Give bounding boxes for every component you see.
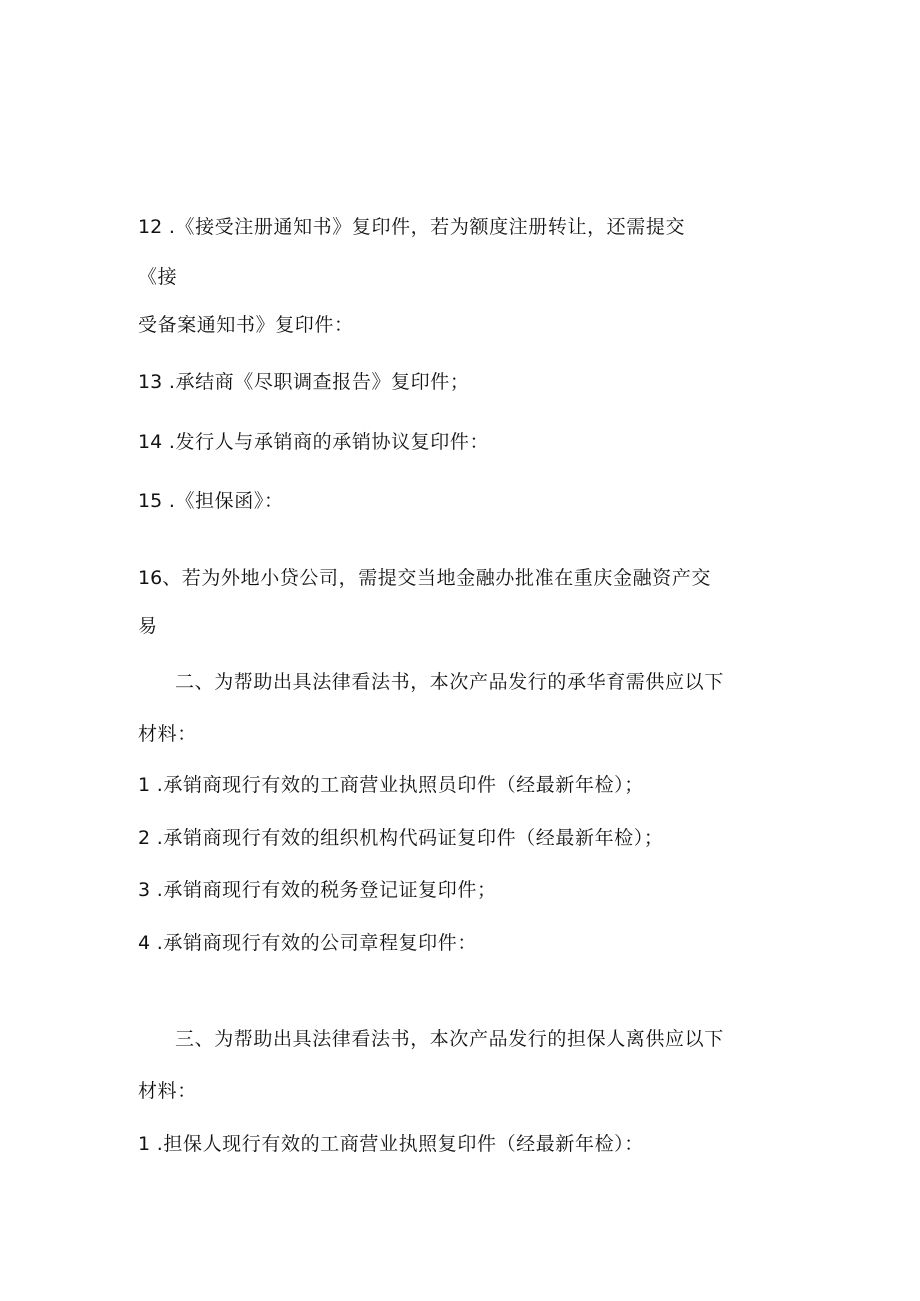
- item-16-line: [138, 566, 711, 590]
- section-2-item-2: [138, 826, 663, 850]
- item-12-line: [138, 215, 685, 239]
- item-number: 2: [138, 827, 151, 849]
- item-text: 、若为外地小贷公司，需提交当地金融办批准在重庆金融资产交: [162, 567, 711, 589]
- section-text: 三、为帮助出具法律看法书，本次产品发行的担保人离供应以下: [175, 1028, 724, 1050]
- item-text: 受备案通知书》复印件：: [138, 314, 354, 336]
- item-number: 4: [138, 932, 151, 954]
- item-15-line: [138, 489, 284, 513]
- item-number: 13: [138, 371, 163, 393]
- item-text: .《担保函》：: [162, 490, 284, 512]
- item-number: 14: [138, 431, 163, 453]
- item-text: .承销商现行有效的组织机构代码证复印件（经最新年检）；: [150, 827, 664, 849]
- section-text: 材料：: [138, 723, 197, 745]
- item-number: 1: [138, 1133, 151, 1155]
- section-2-item-1: [138, 773, 644, 797]
- section-3-item-1: [138, 1132, 644, 1156]
- item-number: 12: [138, 216, 163, 238]
- item-number: 15: [138, 490, 163, 512]
- section-3-continuation: [138, 1079, 197, 1103]
- item-text: 易: [138, 615, 158, 637]
- item-text: .《接受注册通知书》复印件，若为额度注册转让，还需提交: [162, 216, 686, 238]
- item-number: 16: [138, 567, 163, 589]
- item-text: .发行人与承销商的承销协议复印件：: [162, 431, 490, 453]
- item-text: 《接: [138, 266, 178, 288]
- item-12-continuation-2: [138, 313, 354, 337]
- item-text: .承销商现行有效的工商营业执照员印件（经最新年检）；: [150, 774, 644, 796]
- item-16-continuation: [138, 614, 158, 638]
- section-text: 二、为帮助出具法律看法书，本次产品发行的承华育需供应以下: [175, 671, 724, 693]
- item-number: 1: [138, 774, 151, 796]
- section-2-continuation: [138, 722, 197, 746]
- item-text: .承销商现行有效的公司章程复印件：: [150, 932, 477, 954]
- section-2-item-4: [138, 931, 477, 955]
- section-2-item-3: [138, 878, 497, 902]
- item-number: 3: [138, 879, 151, 901]
- item-text: .担保人现行有效的工商营业执照复印件（经最新年检）：: [150, 1133, 644, 1155]
- item-14-line: [138, 430, 489, 454]
- section-3-heading: [175, 1027, 724, 1051]
- item-13-line: [138, 370, 469, 394]
- item-text: .承结商《尽职调查报告》复印件；: [162, 371, 470, 393]
- section-2-heading: [175, 670, 724, 694]
- section-text: 材料：: [138, 1080, 197, 1102]
- item-12-continuation-1: [138, 265, 177, 289]
- item-text: .承销商现行有效的税务登记证复印件；: [150, 879, 497, 901]
